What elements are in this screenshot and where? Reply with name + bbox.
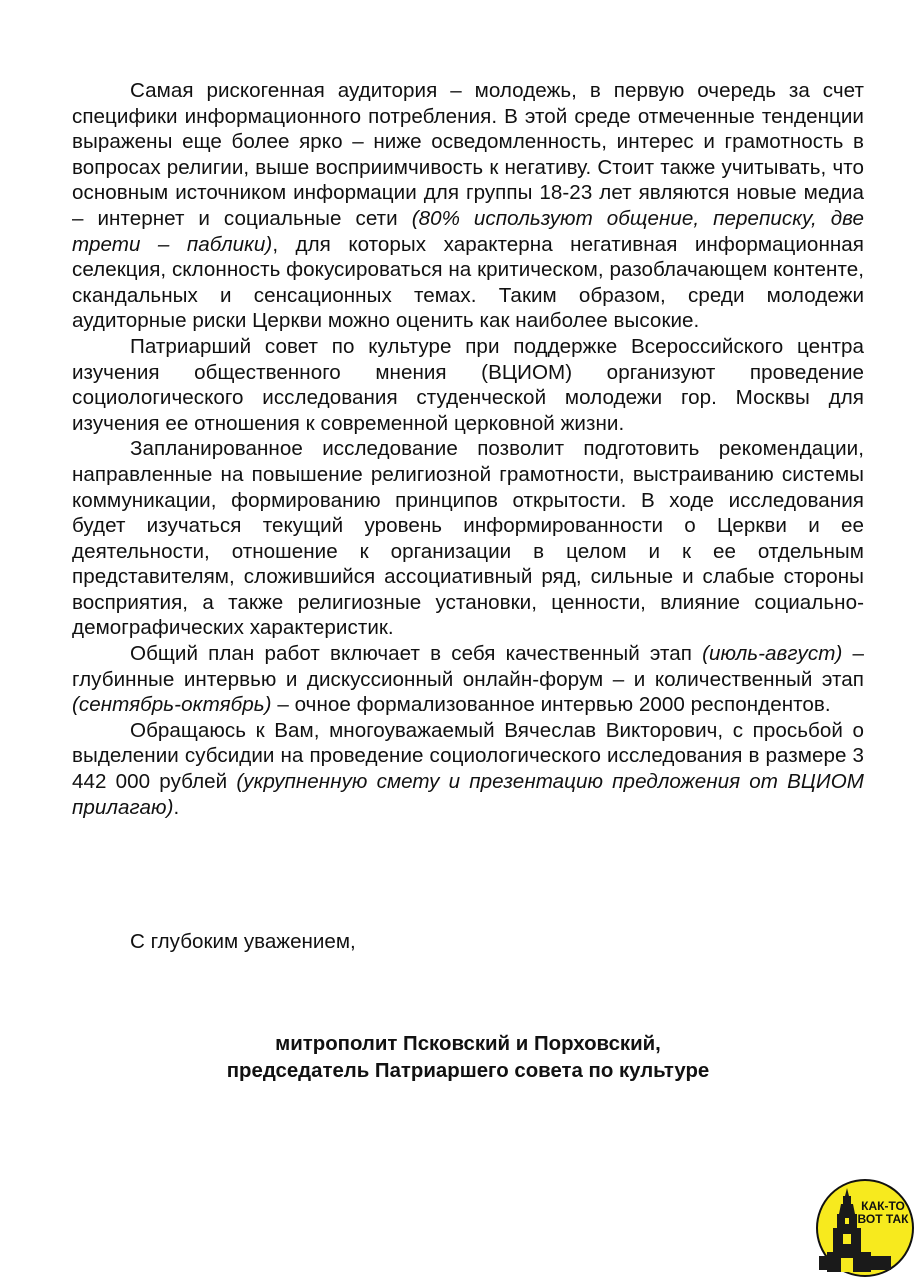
letter-paragraph	[72, 436, 864, 641]
logo-text-line1: КАК-ТО	[861, 1199, 905, 1213]
paragraph-text-segment: .	[173, 795, 180, 819]
paragraph-text-segment: , для которых характерна негативная информационная селекция, склонность фокусироваться на критическом, разоблачающем контенте, скандальных и сенсационных темах. Таким образом, среди молодежи аудиторные риски Церкви можно оценить как наиболее высокие.	[72, 232, 864, 333]
paragraph-text-segment: Общий план работ включает в себя качественный этап	[130, 642, 703, 666]
paragraph-italic-segment: (сентябрь-октябрь)	[72, 693, 272, 717]
paragraph-italic-segment: (80% используют общение, переписку, две трети – паблики)	[72, 206, 865, 256]
paragraph-italic-segment: (июль-август)	[702, 642, 843, 666]
letter-paragraph	[72, 334, 864, 436]
letter-paragraph	[72, 641, 864, 718]
paragraph-text-segment: Самая рискогенная аудитория – молодежь, в первую очередь за счет специфики информационного потребления. В этой среде отмеченные тенденции выражены еще более ярко – ниже осведомленность, интерес и грамотность в вопросах религии, выше восприимчивость к негативу. Стоит также учитывать, что основным источником информации для группы 18-23 лет являются новые медиа – интернет и социальные сети	[72, 79, 864, 230]
closing-phrase: С глубоким уважением,	[130, 930, 356, 953]
letter-paragraph	[72, 718, 864, 820]
paragraph-text-segment: Запланированное исследование позволит подготовить рекомендации, направленные на повышение религиозной грамотности, выстраиванию системы коммуникации, формированию принципов открытости. В ходе исследования будет изучаться текущий уровень информированности о Церкви и ее деятельности, отношение к организации в целом и к ее отдельным представителям, сложившийся ассоциативный ряд, сильные и слабые стороны восприятия, а также религиозные установки, ценности, влияние социально-демографических характеристик.	[72, 437, 864, 640]
paragraph-text-segment: – глубинные интервью и дискуссионный онлайн-форум – и количественный этап	[72, 642, 864, 691]
watermark-logo	[815, 1178, 915, 1278]
signature-line-title: митрополит Псковский и Порховский,	[275, 1033, 661, 1055]
signature-block	[72, 1031, 864, 1085]
letter-body	[72, 78, 864, 820]
signature-line-position: председатель Патриаршего совета по культуре	[226, 1060, 710, 1082]
paragraph-text-segment: – очное формализованное интервью 2000 респондентов.	[271, 693, 831, 717]
letter-paragraph	[72, 78, 864, 334]
logo-text-line2: ВОТ ТАК	[857, 1212, 909, 1226]
paragraph-text-segment: Патриарший совет по культуре при поддержке Всероссийского центра изучения общественного мнения (ВЦИОМ) организуют проведение социологического исследования студенческой молодежи гор. Москвы для изучения ее отношения к современной церковной жизни.	[72, 334, 864, 435]
paragraph-text-segment: Обращаюсь к Вам, многоуважаемый Вячеслав Викторович, с просьбой о выделении субсидии на проведение социологического исследования в размере 3 442 000 рублей	[72, 718, 864, 794]
paragraph-italic-segment: (укрупненную смету и презентацию предложения от ВЦИОМ прилагаю)	[72, 770, 864, 819]
